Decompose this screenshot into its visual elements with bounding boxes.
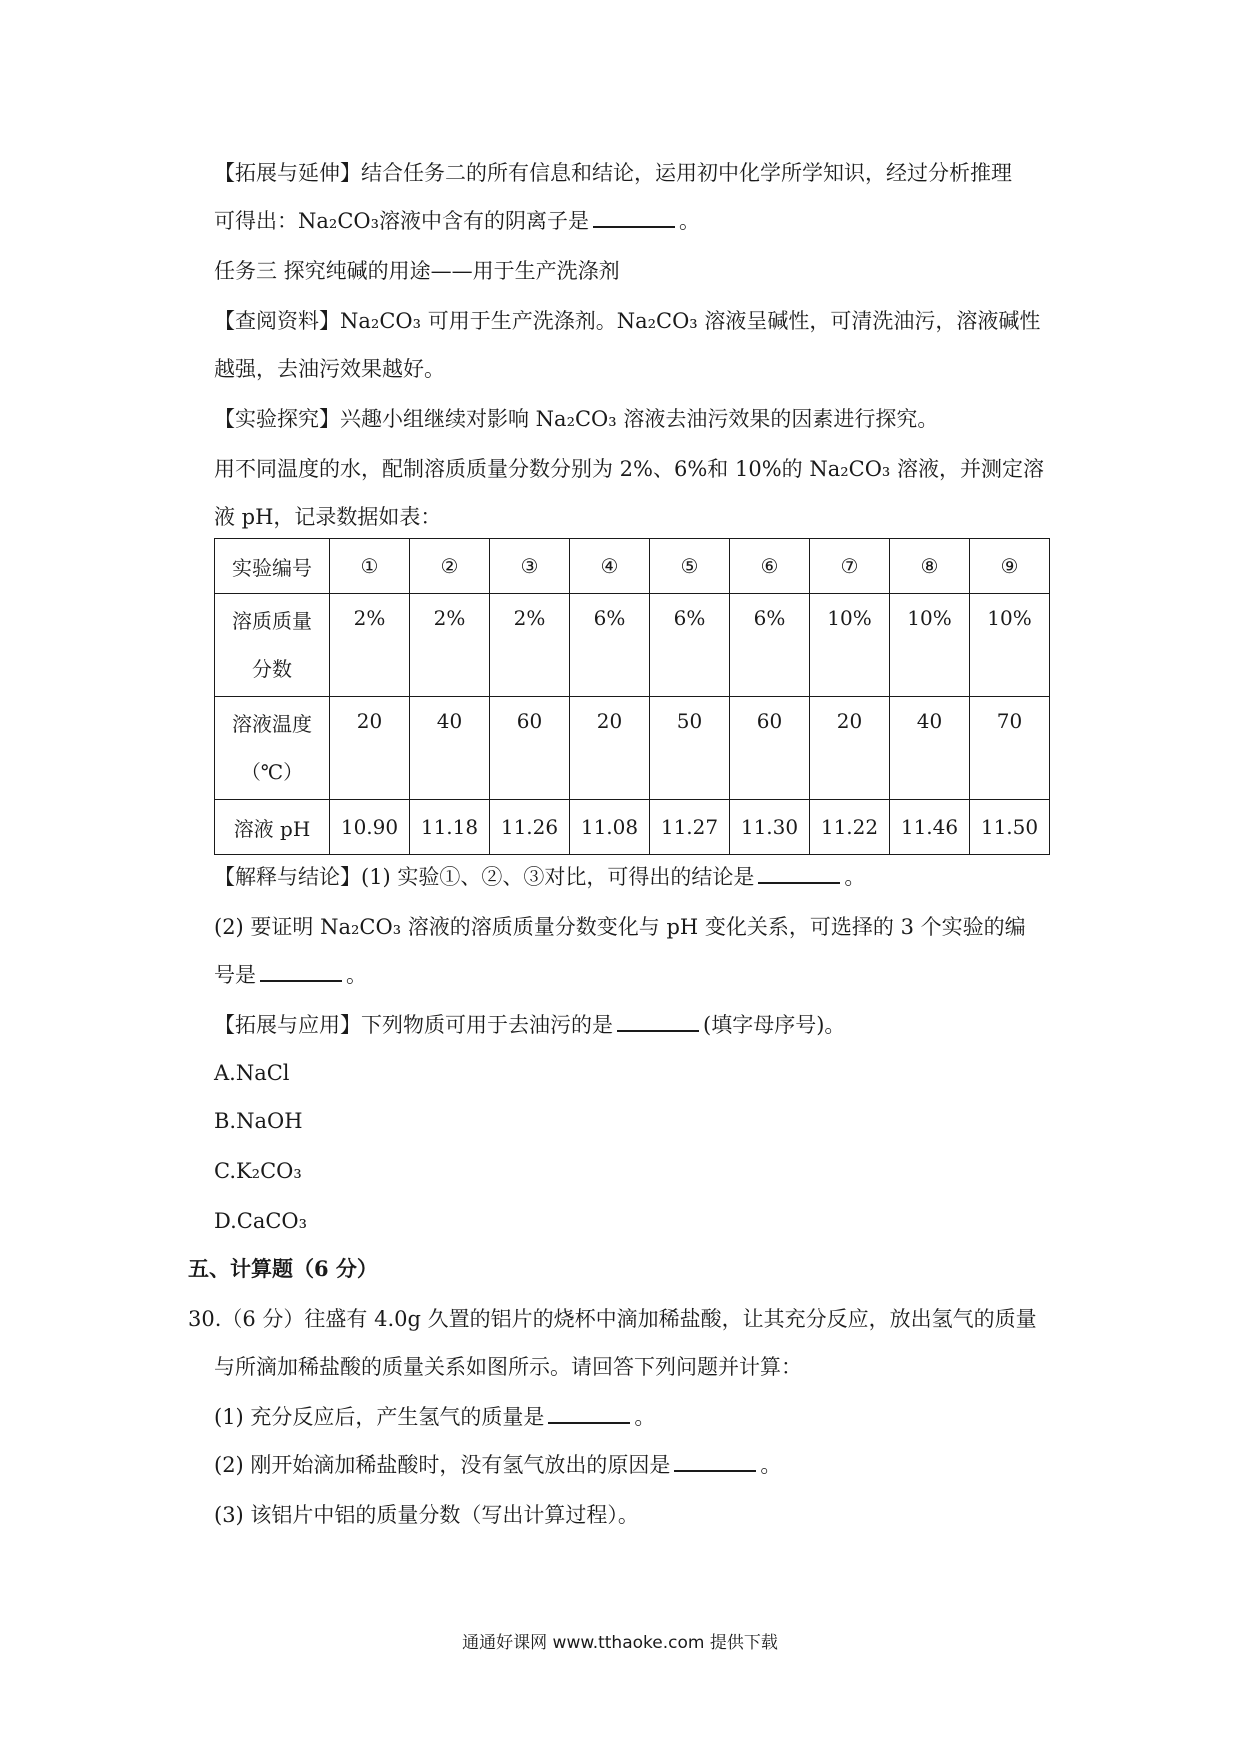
row-header-temperature xyxy=(215,697,330,800)
part2-text: (2) 刚开始滴加稀盐酸时，没有氢气放出的原因是 xyxy=(214,1453,671,1477)
cell-id: ④ xyxy=(570,539,650,594)
option-d: D.CaCO₃ xyxy=(214,1209,308,1233)
table-row-mass xyxy=(215,594,1050,697)
paragraph-extension-line1: 【拓展与延伸】结合任务二的所有信息和结论，运用初中化学所学知识，经过分析推理 xyxy=(214,161,1012,185)
cell-id: ⑨ xyxy=(970,539,1050,594)
answer-blank[interactable] xyxy=(617,1010,699,1032)
paragraph-method-line2: 液 pH，记录数据如表： xyxy=(214,505,442,529)
table-row-ph xyxy=(215,800,1050,855)
cell-ph: 11.46 xyxy=(890,800,970,855)
cell-mass: 10% xyxy=(890,594,970,697)
application-text: 【拓展与应用】下列物质可用于去油污的是 xyxy=(214,1013,613,1037)
cell-ph: 11.18 xyxy=(410,800,490,855)
section-heading: 五、计算题（6 分） xyxy=(188,1256,378,1281)
cell-mass: 6% xyxy=(570,594,650,697)
conclusion-q2-line2 xyxy=(214,960,367,990)
cell-temperature: 20 xyxy=(330,697,410,800)
cell-id: ⑧ xyxy=(890,539,970,594)
paragraph-experiment: 【实验探究】兴趣小组继续对影响 Na₂CO₃ 溶液去油污效果的因素进行探究。 xyxy=(214,407,939,431)
table-row-id xyxy=(215,539,1050,594)
cell-temperature: 60 xyxy=(490,697,570,800)
cell-ph: 11.26 xyxy=(490,800,570,855)
paragraph-reference-line2: 越强，去油污效果越好。 xyxy=(214,357,445,381)
cell-id: ⑥ xyxy=(730,539,810,594)
extension-text: 可得出：Na₂CO₃溶液中含有的阴离子是 xyxy=(214,209,590,233)
cell-mass: 6% xyxy=(730,594,810,697)
cell-id: ⑤ xyxy=(650,539,730,594)
cell-id: ② xyxy=(410,539,490,594)
cell-ph: 11.27 xyxy=(650,800,730,855)
cell-mass: 2% xyxy=(410,594,490,697)
cell-temperature: 40 xyxy=(410,697,490,800)
answer-blank[interactable] xyxy=(758,862,840,884)
cell-id: ① xyxy=(330,539,410,594)
cell-ph: 11.08 xyxy=(570,800,650,855)
cell-mass: 2% xyxy=(490,594,570,697)
conclusion-q2-line1: (2) 要证明 Na₂CO₃ 溶液的溶质质量分数变化与 pH 变化关系，可选择的 3 个实验的编 xyxy=(214,915,1026,939)
cell-mass: 2% xyxy=(330,594,410,697)
cell-temperature: 20 xyxy=(810,697,890,800)
mass-header-line2: 分数 xyxy=(252,657,292,681)
cell-mass: 10% xyxy=(810,594,890,697)
cell-id: ⑦ xyxy=(810,539,890,594)
cell-temperature: 50 xyxy=(650,697,730,800)
row-header-mass xyxy=(215,594,330,697)
question-30-part3: (3) 该铝片中铝的质量分数（写出计算过程）。 xyxy=(214,1503,639,1527)
paragraph-extension-line2 xyxy=(214,206,700,236)
row-header-id: 实验编号 xyxy=(215,539,330,594)
temp-header-line1: 溶液温度 xyxy=(232,712,312,736)
conclusion-q1-text: 【解释与结论】(1) 实验①、②、③对比，可得出的结论是 xyxy=(214,865,755,889)
part1-text: (1) 充分反应后，产生氢气的质量是 xyxy=(214,1405,545,1429)
cell-temperature: 60 xyxy=(730,697,810,800)
cell-mass: 6% xyxy=(650,594,730,697)
table-row-temperature xyxy=(215,697,1050,800)
part2-end: 。 xyxy=(760,1453,782,1477)
temp-header-line2: （℃） xyxy=(240,760,304,784)
application-question xyxy=(214,1010,845,1040)
cell-ph: 11.50 xyxy=(970,800,1050,855)
question-30-line2: 与所滴加稀盐酸的质量关系如图所示。请回答下列问题并计算： xyxy=(214,1355,802,1379)
cell-id: ③ xyxy=(490,539,570,594)
cell-temperature: 40 xyxy=(890,697,970,800)
row-header-ph: 溶液 pH xyxy=(215,800,330,855)
paragraph-method-line1: 用不同温度的水，配制溶质质量分数分别为 2%、6%和 10%的 Na₂CO₃ 溶液，并测定溶 xyxy=(214,457,1045,481)
cell-temperature: 70 xyxy=(970,697,1050,800)
page-footer: 通通好课网 www.tthaoke.com 提供下载 xyxy=(462,1633,778,1653)
part1-end: 。 xyxy=(634,1405,656,1429)
mass-header-line1: 溶质质量 xyxy=(232,609,312,633)
cell-mass: 10% xyxy=(970,594,1050,697)
cell-ph: 11.30 xyxy=(730,800,810,855)
paragraph-reference-line1: 【查阅资料】Na₂CO₃ 可用于生产洗涤剂。Na₂CO₃ 溶液呈碱性，可清洗油污，溶液碱性 xyxy=(214,309,1041,333)
question-30-line1: 30.（6 分）往盛有 4.0g 久置的铝片的烧杯中滴加稀盐酸，让其充分反应，放出氢气的质量 xyxy=(188,1307,1037,1331)
cell-temperature: 20 xyxy=(570,697,650,800)
answer-blank[interactable] xyxy=(593,206,675,228)
option-c: C.K₂CO₃ xyxy=(214,1159,302,1183)
answer-blank[interactable] xyxy=(260,960,342,982)
option-b: B.NaOH xyxy=(214,1109,303,1133)
experiment-table xyxy=(214,538,1050,855)
application-end: (填字母序号)。 xyxy=(703,1013,846,1037)
answer-blank[interactable] xyxy=(674,1450,756,1472)
question-30-part2 xyxy=(214,1450,781,1480)
question-30-part1 xyxy=(214,1402,655,1432)
answer-blank[interactable] xyxy=(548,1402,630,1424)
task3-title: 任务三 探究纯碱的用途——用于生产洗涤剂 xyxy=(214,259,620,283)
conclusion-q2-end: 。 xyxy=(346,963,367,987)
cell-ph: 10.90 xyxy=(330,800,410,855)
conclusion-q2-text: 号是 xyxy=(214,963,256,987)
extension-end: 。 xyxy=(679,209,701,233)
conclusion-q1-end: 。 xyxy=(844,865,866,889)
cell-ph: 11.22 xyxy=(810,800,890,855)
conclusion-q1 xyxy=(214,862,865,892)
option-a: A.NaCl xyxy=(214,1061,290,1085)
